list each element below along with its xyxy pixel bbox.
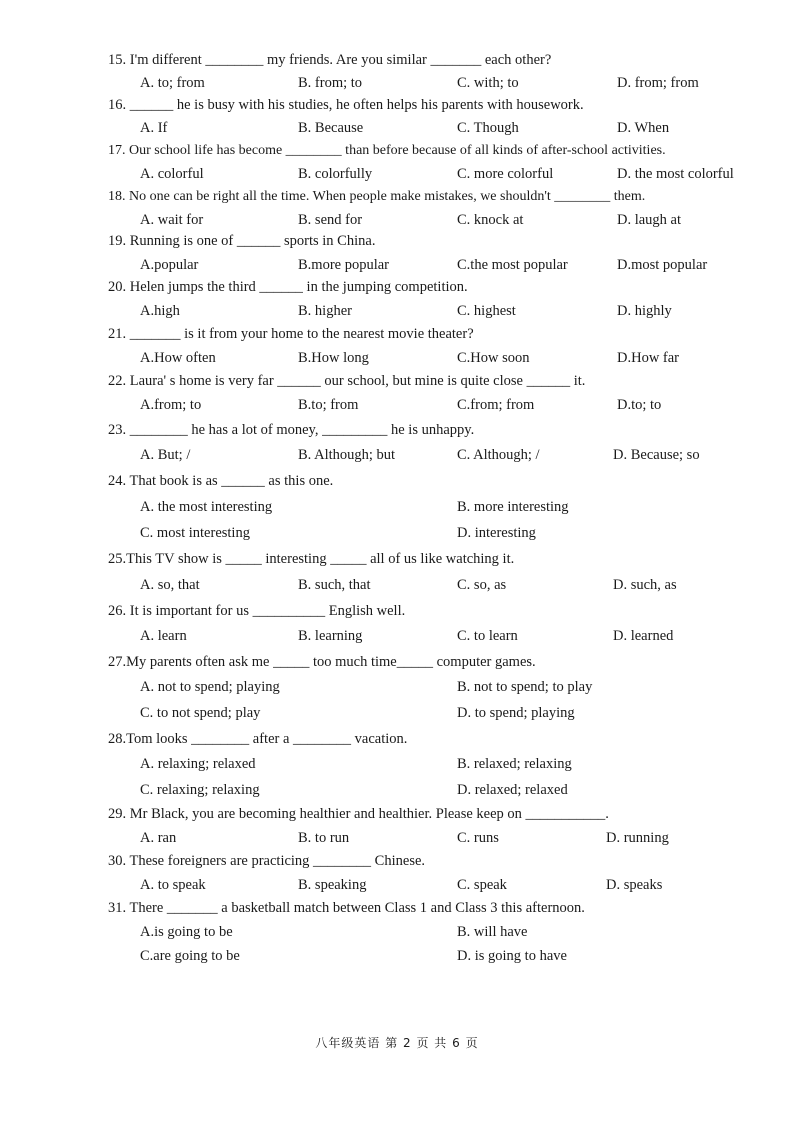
question-15: 15. I'm different ________ my friends. Are you similar _______ each other? <box>108 52 552 68</box>
option-23d: D. Because; so <box>613 447 700 463</box>
option-15c: C. with; to <box>457 75 519 91</box>
question-30: 30. These foreigners are practicing ________ Chinese. <box>108 853 426 869</box>
option-26c: C. to learn <box>457 628 518 644</box>
question-31: 31. There _______ a basketball match between Class 1 and Class 3 this afternoon. <box>108 900 585 916</box>
question-24: 24. That book is as ______ as this one. <box>108 473 334 489</box>
option-24c: C. most interesting <box>140 525 250 541</box>
option-19d: D.most popular <box>617 257 708 273</box>
question-20: 20. Helen jumps the third ______ in the jumping competition. <box>108 279 468 295</box>
option-31b: B. will have <box>457 924 528 940</box>
question-18: 18. No one can be right all the time. When people make mistakes, we shouldn't ________ them. <box>108 189 646 204</box>
page-footer: 八年级英语 第 2 页 共 6 页 <box>315 1036 479 1050</box>
option-26b: B. learning <box>298 628 363 644</box>
option-21c: C.How soon <box>457 350 530 366</box>
question-25: 25.This TV show is _____ interesting _____ all of us like watching it. <box>108 551 515 567</box>
option-23b: B. Although; but <box>298 447 396 463</box>
option-18d: D. laugh at <box>617 212 682 228</box>
option-28c: C. relaxing; relaxing <box>140 782 260 798</box>
option-20b: B. higher <box>298 303 352 319</box>
option-21d: D.How far <box>617 350 680 366</box>
option-24a: A. the most interesting <box>140 499 273 515</box>
option-27a: A. not to spend; playing <box>140 679 280 695</box>
option-30a: A. to speak <box>140 877 206 893</box>
option-22c: C.from; from <box>457 397 535 413</box>
option-16c: C. Though <box>457 120 519 136</box>
option-23a: A. But; / <box>140 447 191 463</box>
option-29a: A. ran <box>140 830 177 846</box>
option-19c: C.the most popular <box>457 257 568 273</box>
option-25d: D. such, as <box>613 577 677 593</box>
option-26a: A. learn <box>140 628 187 644</box>
option-31c: C.are going to be <box>140 948 240 964</box>
option-29b: B. to run <box>298 830 350 846</box>
option-18a: A. wait for <box>140 212 204 228</box>
option-26d: D. learned <box>613 628 674 644</box>
option-17b: B. colorfully <box>298 166 373 182</box>
option-31d: D. is going to have <box>457 948 567 964</box>
option-22a: A.from; to <box>140 397 202 413</box>
option-27c: C. to not spend; play <box>140 705 261 721</box>
question-17: 17. Our school life has become ________ than before because of all kinds of after-school activities. <box>108 143 666 158</box>
question-21: 21. _______ is it from your home to the nearest movie theater? <box>108 326 474 342</box>
option-27d: D. to spend; playing <box>457 705 575 721</box>
question-19: 19. Running is one of ______ sports in China. <box>108 233 376 249</box>
option-29c: C. runs <box>457 830 499 846</box>
option-22b: B.to; from <box>298 397 359 413</box>
option-18b: B. send for <box>298 212 363 228</box>
question-29: 29. Mr Black, you are becoming healthier and healthier. Please keep on ___________. <box>108 806 609 822</box>
option-28d: D. relaxed; relaxed <box>457 782 568 798</box>
option-30d: D. speaks <box>606 877 663 893</box>
option-25b: B. such, that <box>298 577 371 593</box>
option-25c: C. so, as <box>457 577 507 593</box>
option-15d: D. from; from <box>617 75 699 91</box>
option-30b: B. speaking <box>298 877 367 893</box>
question-27: 27.My parents often ask me _____ too much time_____ computer games. <box>108 654 536 670</box>
option-30c: C. speak <box>457 877 507 893</box>
option-28b: B. relaxed; relaxing <box>457 756 572 772</box>
option-19b: B.more popular <box>298 257 390 273</box>
option-24b: B. more interesting <box>457 499 569 515</box>
option-19a: A.popular <box>140 257 199 273</box>
option-18c: C. knock at <box>457 212 524 228</box>
option-22d: D.to; to <box>617 397 662 413</box>
option-29d: D. running <box>606 830 669 846</box>
question-16: 16. ______ he is busy with his studies, he often helps his parents with housework. <box>108 97 584 113</box>
option-27b: B. not to spend; to play <box>457 679 593 695</box>
option-16d: D. When <box>617 120 670 136</box>
option-28a: A. relaxing; relaxed <box>140 756 256 772</box>
option-17c: C. more colorful <box>457 166 554 182</box>
option-16a: A. If <box>140 120 168 136</box>
option-25a: A. so, that <box>140 577 200 593</box>
option-17d: D. the most colorful <box>617 166 734 182</box>
question-23: 23. ________ he has a lot of money, _________ he is unhappy. <box>108 422 475 438</box>
option-15b: B. from; to <box>298 75 363 91</box>
option-15a: A. to; from <box>140 75 205 91</box>
option-20d: D. highly <box>617 303 672 319</box>
option-20c: C. highest <box>457 303 516 319</box>
option-21b: B.How long <box>298 350 369 366</box>
option-23c: C. Although; / <box>457 447 540 463</box>
question-28: 28.Tom looks ________ after a ________ vacation. <box>108 731 408 747</box>
option-16b: B. Because <box>298 120 364 136</box>
option-20a: A.high <box>140 303 180 319</box>
option-24d: D. interesting <box>457 525 536 541</box>
question-22: 22. Laura' s home is very far ______ our school, but mine is quite close ______ it. <box>108 373 586 389</box>
question-26: 26. It is important for us __________ English well. <box>108 603 406 619</box>
option-31a: A.is going to be <box>140 924 233 940</box>
option-21a: A.How often <box>140 350 216 366</box>
option-17a: A. colorful <box>140 166 204 182</box>
